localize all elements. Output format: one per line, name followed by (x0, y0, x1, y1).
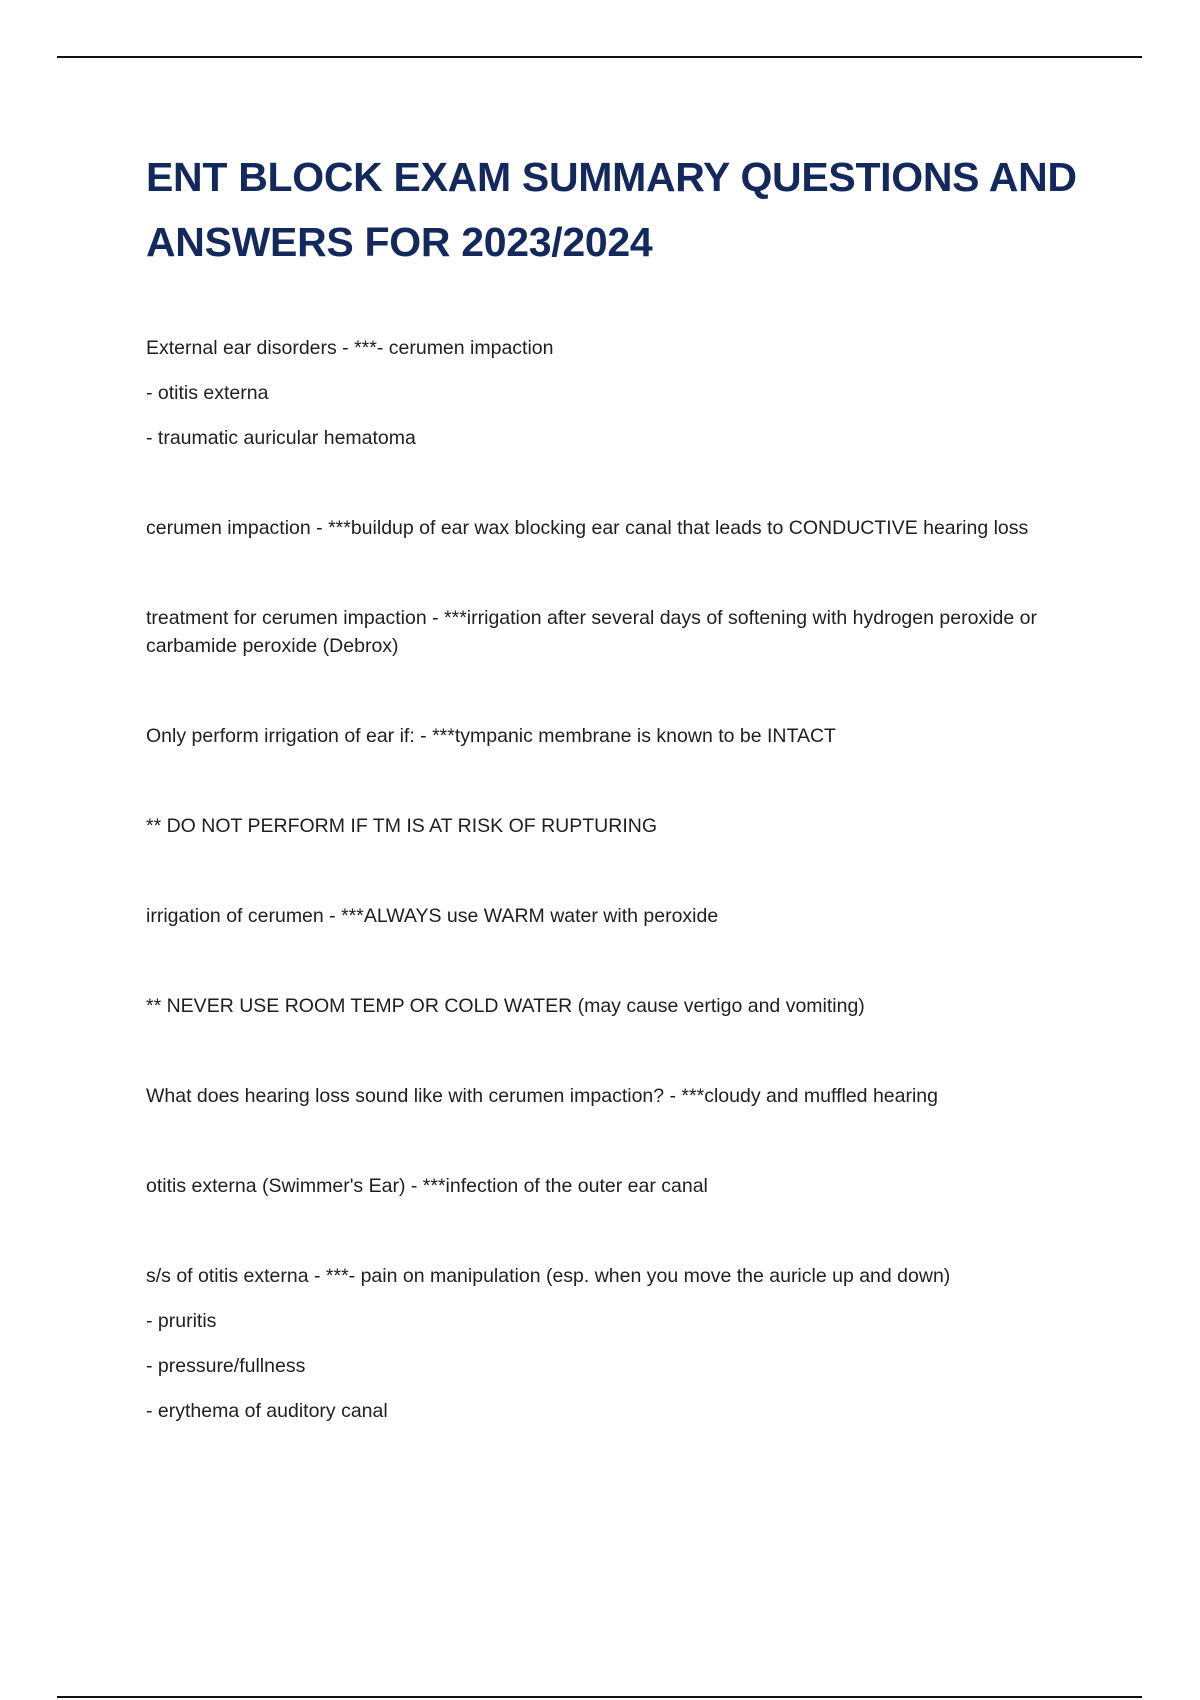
entry-line: - pressure/fullness (146, 1355, 306, 1377)
entry-line: - traumatic auricular hematoma (146, 427, 416, 449)
qa-entry-irrigation-condition (146, 722, 1086, 750)
document-title (146, 145, 1146, 275)
qa-entry-do-not-perform (146, 812, 1086, 840)
entry-line: ** NEVER USE ROOM TEMP OR COLD WATER (may cause vertigo and vomiting) (146, 995, 865, 1017)
entry-line: otitis externa (Swimmer's Ear) - ***infection of the outer ear canal (146, 1175, 708, 1197)
entry-line: Only perform irrigation of ear if: - ***tympanic membrane is known to be INTACT (146, 725, 836, 747)
entry-line: cerumen impaction - ***buildup of ear wax blocking ear canal that leads to CONDUCTIVE hearing loss (146, 517, 1029, 539)
qa-entry-cerumen-treatment (146, 604, 1086, 660)
qa-entry-irrigation-of-cerumen (146, 902, 1086, 930)
qa-content (146, 334, 1086, 1487)
entry-line: - otitis externa (146, 382, 269, 404)
footer-rule (57, 1696, 1142, 1698)
qa-entry-hearing-loss-sound (146, 1082, 1086, 1110)
qa-entry-cerumen-impaction (146, 514, 1086, 542)
qa-entry-otitis-externa (146, 1172, 1086, 1200)
entry-line: irrigation of cerumen - ***ALWAYS use WARM water with peroxide (146, 905, 719, 927)
qa-entry-never-use-cold-water (146, 992, 1086, 1020)
title-line-1: ENT BLOCK EXAM SUMMARY QUESTIONS AND (146, 154, 1077, 200)
entry-line: treatment for cerumen impaction - ***irrigation after several days of softening with hydrogen peroxide or carbamide peroxide (Debrox) (146, 607, 1037, 657)
entry-line: - pruritis (146, 1310, 217, 1332)
title-line-2: ANSWERS FOR 2023/2024 (146, 219, 653, 265)
qa-entry-external-ear-disorders (146, 334, 1086, 452)
entry-line: s/s of otitis externa - ***- pain on manipulation (esp. when you move the auricle up and down) (146, 1265, 951, 1287)
entry-line: - erythema of auditory canal (146, 1400, 388, 1422)
entry-line: ** DO NOT PERFORM IF TM IS AT RISK OF RUPTURING (146, 815, 658, 837)
entry-line: What does hearing loss sound like with cerumen impaction? - ***cloudy and muffled hearing (146, 1085, 938, 1107)
entry-line: External ear disorders - ***- cerumen impaction (146, 337, 554, 359)
header-rule (57, 56, 1142, 58)
qa-entry-otitis-externa-symptoms (146, 1262, 1086, 1425)
